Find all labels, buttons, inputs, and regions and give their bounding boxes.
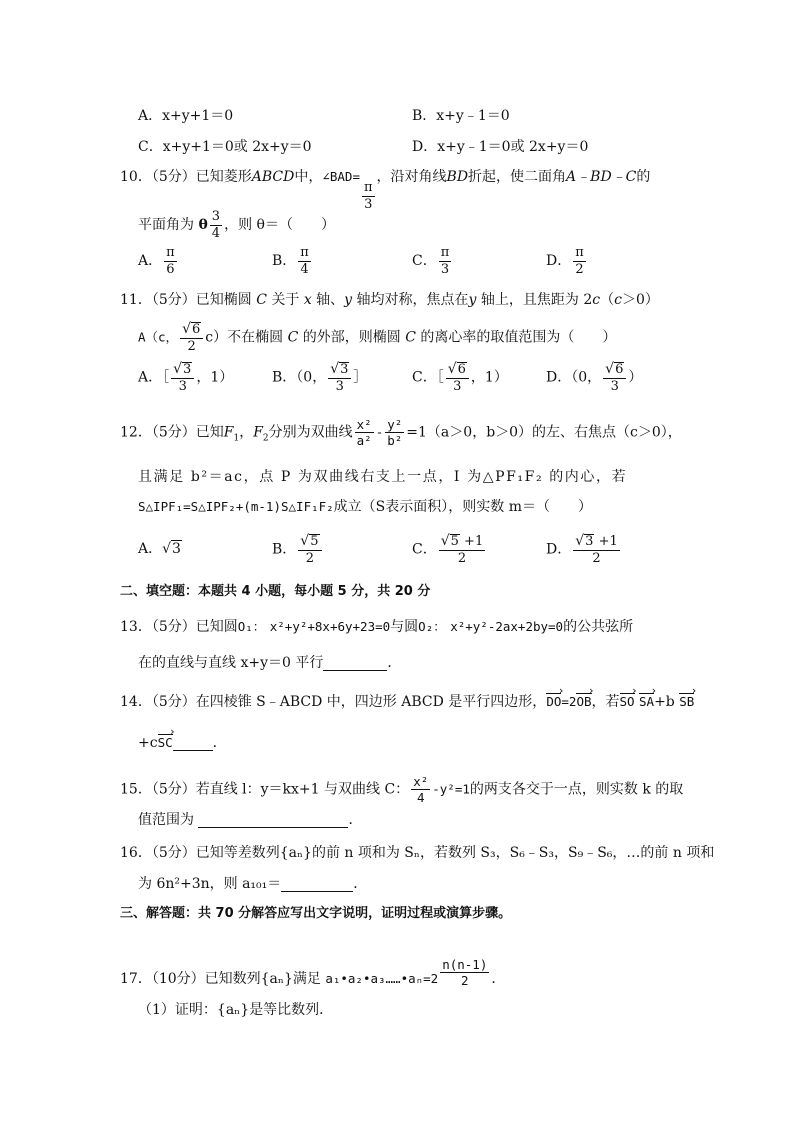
option-label: B．	[272, 253, 297, 270]
q14-eq: =2	[561, 694, 577, 709]
q10-angle: ∠BAD=	[322, 169, 360, 184]
option-fraction	[298, 246, 311, 276]
vector-sa: SA ›	[639, 696, 654, 709]
q11-option-c[interactable]	[412, 362, 508, 393]
q11-text: 轴、	[316, 292, 345, 308]
q10-text: 中，	[294, 169, 323, 185]
q10-text: 平面角为	[138, 217, 194, 234]
q11-text: 轴均对称，焦点在	[356, 292, 469, 308]
q13-circle-1: O₁：	[237, 619, 266, 634]
q11-text: 11．（5分）已知椭圆	[120, 292, 252, 308]
q14-text: 14．（5分）在四棱锥 S﹣ABCD 中，四边形 ABCD 是平行四边形，	[120, 694, 547, 710]
q13-answer-blank[interactable]	[323, 656, 387, 671]
q13-text: 13．（5分）已知圆	[120, 619, 238, 635]
q10-text: ，沿对角线	[376, 169, 447, 185]
q14-end: ．	[212, 735, 227, 751]
option-fraction	[439, 246, 452, 276]
vector-sc: SC ›	[158, 737, 173, 750]
frac-den: 3	[364, 196, 373, 212]
q11-text: 的离心率的取值范围为（ ）	[420, 329, 617, 346]
q9-option-c[interactable]: C．x+y+1＝0或 2x+y＝0	[138, 139, 312, 155]
q15-text: 15．（5分）若直线 l：y＝kx+1 与双曲线 C：	[120, 781, 410, 798]
frac-den: 3	[178, 378, 187, 394]
frac-den: 2	[575, 261, 584, 277]
frac-num: π	[440, 245, 450, 260]
frac-den: 2	[187, 338, 196, 354]
q12-option-c[interactable]: C． √ 5 +1 2	[412, 533, 484, 566]
q12-line3	[138, 500, 592, 514]
option-label: D．	[546, 253, 572, 270]
radicand: 6	[457, 362, 466, 378]
frac-num: n(n-1)	[442, 957, 488, 972]
q12-option-b[interactable]: B． √ 5 2	[272, 534, 324, 565]
q13-eq2: x²+y²-2ax+2by=0	[450, 619, 564, 634]
frac-den: 3	[453, 378, 462, 394]
frac-num: π	[300, 245, 309, 260]
q11-option-b[interactable]	[272, 362, 367, 393]
option-label: A．	[138, 253, 163, 270]
radicand: 3	[340, 362, 349, 378]
q10-text: ，则 θ＝（ ）	[224, 217, 335, 234]
q15-text: 的两支各交于一点，则实数 k 的取	[469, 781, 684, 798]
q14-stem	[120, 695, 694, 709]
q15-eq: -y²=1	[432, 781, 470, 797]
option-fraction: √ 6 3	[446, 362, 469, 393]
q13-circle-2: O₂：	[418, 619, 446, 634]
q10-var: ABCD	[251, 169, 295, 185]
q14-text: ，若	[591, 694, 620, 710]
q13-text: 与圆	[390, 619, 419, 635]
q15-end: ．	[348, 812, 363, 828]
q11-point: A（c，	[138, 329, 179, 345]
q10-option-b[interactable]	[272, 246, 313, 276]
q11-text: 关于	[271, 292, 300, 308]
frac-num: π	[166, 245, 175, 260]
q11-text: 轴上，且焦距为 2	[480, 292, 593, 308]
option-label: B．	[272, 541, 297, 558]
q13-line2	[138, 656, 401, 671]
option-fraction	[573, 246, 586, 276]
q11-text: （	[600, 292, 615, 308]
q9-option-d[interactable]: D．x+y﹣1＝0或 2x+y＝0	[412, 139, 589, 155]
q11-text: c）不在椭圆	[205, 329, 284, 346]
q13-stem	[120, 620, 633, 634]
q11-text: 的外部，则椭圆	[302, 329, 401, 346]
vector-so: SO ›	[620, 696, 635, 709]
q17-stem	[120, 958, 505, 987]
q9-option-a[interactable]: A．x+y+1＝0	[138, 108, 234, 124]
q14-line2	[138, 736, 227, 751]
frac-num: 3	[211, 209, 221, 224]
q12-area-equation: S△IPF₁=S△IPF₂+(m-1)S△IF₁F₂	[138, 499, 334, 514]
q16-end: ．	[353, 876, 368, 892]
option-tail: ，1）	[470, 369, 508, 386]
q10-line2	[138, 210, 335, 240]
option-label: C．［	[412, 369, 444, 386]
q10-text: 的	[636, 169, 651, 185]
q10-fraction	[210, 210, 222, 240]
option-fraction: √ 6 3	[603, 362, 626, 393]
option-label: B．（0，	[272, 369, 327, 386]
q12-stem: 12．（5分）已知$F_1$，$F_2$分别为双曲线 $\frac{\text{x²}}{\text{a²}}$ - $\frac{\text{y²}}{\text{b²}}$ =1（a＞0，b＞0）的左、右焦点（c＞0），	[120, 417, 682, 449]
q12-y2-b2: $\frac{\text{y²}}{\text{b²}}$	[387, 417, 403, 449]
q17-part-1: （1）证明：{aₙ}是等比数列．	[138, 1002, 334, 1018]
q15-answer-blank[interactable]	[198, 813, 348, 828]
frac-num: x²	[413, 774, 429, 789]
q16-text: 为 6n²+3n，则 a₁₀₁＝	[138, 876, 282, 892]
vector-sb: SB ›	[679, 696, 694, 709]
q15-fraction	[411, 775, 430, 804]
option-tail: ）	[628, 369, 643, 386]
q10-theta: θ	[198, 217, 208, 234]
q12-text: 成立（S表示面积），则实数 m＝（ ）	[333, 499, 592, 515]
frac-num: π	[363, 180, 373, 195]
frac-num: π	[575, 245, 584, 260]
q10-text: 折起，使二面角	[468, 169, 567, 185]
q17-exponent	[440, 958, 489, 987]
q16-line1: 16．（5分）已知等差数列{aₙ}的前 n 项和为 Sₙ，若数列 S₃，S₆﹣S₃，S₉﹣S₆，…的前 n 项和	[120, 845, 715, 861]
section-3-heading: 三、解答题：共 70 分解答应写出文字说明，证明过程或演算步骤。	[120, 906, 512, 921]
option-fraction: √ 3 3	[171, 362, 194, 393]
radicand: 6	[191, 322, 201, 338]
q11-fraction: √ 6 2	[180, 322, 203, 353]
option-label: C．	[412, 541, 437, 558]
q14-text: +b	[654, 694, 675, 710]
q11-var: C	[405, 329, 416, 346]
q15-line2	[138, 813, 362, 828]
frac-den: 3	[335, 378, 344, 394]
q13-eq1: x²+y²+8x+6y+23=0	[269, 619, 391, 634]
frac-den: 2	[461, 973, 469, 989]
q10-var: BD	[446, 169, 469, 185]
option-label: D．（0，	[546, 369, 602, 386]
section-2-heading: 二、填空题：本题共 4 小题，每小题 5 分，共 20 分	[120, 584, 431, 599]
option-tail: ］	[353, 369, 368, 386]
q12-option-a[interactable]: A． √ 3	[138, 541, 181, 557]
q17-end: ．	[491, 971, 506, 987]
frac-den: 4	[300, 261, 309, 277]
frac-den: 6	[166, 261, 175, 277]
q12-text: 12．（5分）已知	[120, 424, 224, 441]
q15-text: 值范围为	[138, 812, 194, 828]
q11-option-d[interactable]	[546, 362, 642, 393]
frac-den: 4	[416, 790, 425, 806]
q16-line2	[138, 877, 367, 892]
q10-stem	[120, 170, 650, 211]
q10-option-d[interactable]	[546, 246, 588, 276]
q12-text: =1（a＞0，b＞0）的左、右焦点（c＞0），	[406, 424, 682, 441]
q12-text: ，	[239, 424, 254, 441]
option-label: C．	[412, 253, 437, 270]
q11-var: C	[287, 329, 299, 346]
q11-text: ＞0）	[621, 292, 659, 308]
radicand: 6	[615, 362, 624, 378]
q11-var: y	[344, 292, 353, 308]
frac-den: 3	[610, 378, 619, 394]
q12-x2-a2: $\frac{\text{x²}}{\text{a²}}$	[356, 417, 372, 449]
q11-var: x	[303, 292, 312, 308]
q9-option-b[interactable]: B．x+y﹣1＝0	[412, 108, 510, 124]
q11-line2	[138, 322, 616, 353]
q17-text: 17．（10分）已知数列{aₙ}满足	[120, 971, 321, 987]
option-label: D．	[546, 541, 572, 558]
q11-var: C	[256, 292, 267, 308]
q10-pi-over-3	[362, 181, 375, 211]
q11-stem: 11．（5分）已知椭圆 C 关于 x 轴、y 轴均对称，焦点在y 轴上，且焦距为 2c（c＞0）	[120, 292, 659, 308]
q12-option-d[interactable]: D． √ 3 +1 2	[546, 533, 618, 566]
option-fraction: √ 3 3	[328, 362, 351, 393]
q13-text: 的公共弦所	[563, 619, 634, 635]
q14-answer-blank[interactable]	[173, 736, 213, 751]
q15-stem	[120, 775, 683, 804]
q16-answer-blank[interactable]	[281, 877, 353, 892]
q11-var: y	[468, 292, 477, 308]
option-label: A．［	[138, 369, 170, 386]
vector-do: DO ›	[546, 696, 561, 709]
frac-den: 4	[211, 225, 221, 241]
q10-option-c[interactable]	[412, 246, 453, 276]
frac-den: 3	[440, 261, 450, 277]
vector-ob: OB ›	[576, 696, 591, 709]
q13-end: ．	[387, 655, 402, 671]
q11-option-a[interactable]	[138, 362, 233, 393]
option-fraction	[164, 246, 177, 276]
q14-text: +c	[138, 735, 158, 751]
option-label: A．	[138, 541, 163, 557]
q17-product: a₁•a₂•a₃……•aₙ=2	[325, 971, 439, 986]
q10-var: A﹣BD﹣C	[566, 169, 637, 185]
q10-option-a[interactable]	[138, 246, 179, 276]
q13-text: 在的直线与直线 x+y＝0 平行	[138, 655, 324, 671]
radicand: 3	[183, 362, 192, 378]
q12-line2: 且满足 b²＝ac，点 P 为双曲线右支上一点，I 为△PF₁F₂ 的内心，若	[138, 469, 628, 485]
option-tail: ，1）	[196, 369, 234, 386]
q12-text: 分别为双曲线	[268, 424, 353, 441]
q10-text: 10．（5分）已知菱形	[120, 169, 252, 185]
